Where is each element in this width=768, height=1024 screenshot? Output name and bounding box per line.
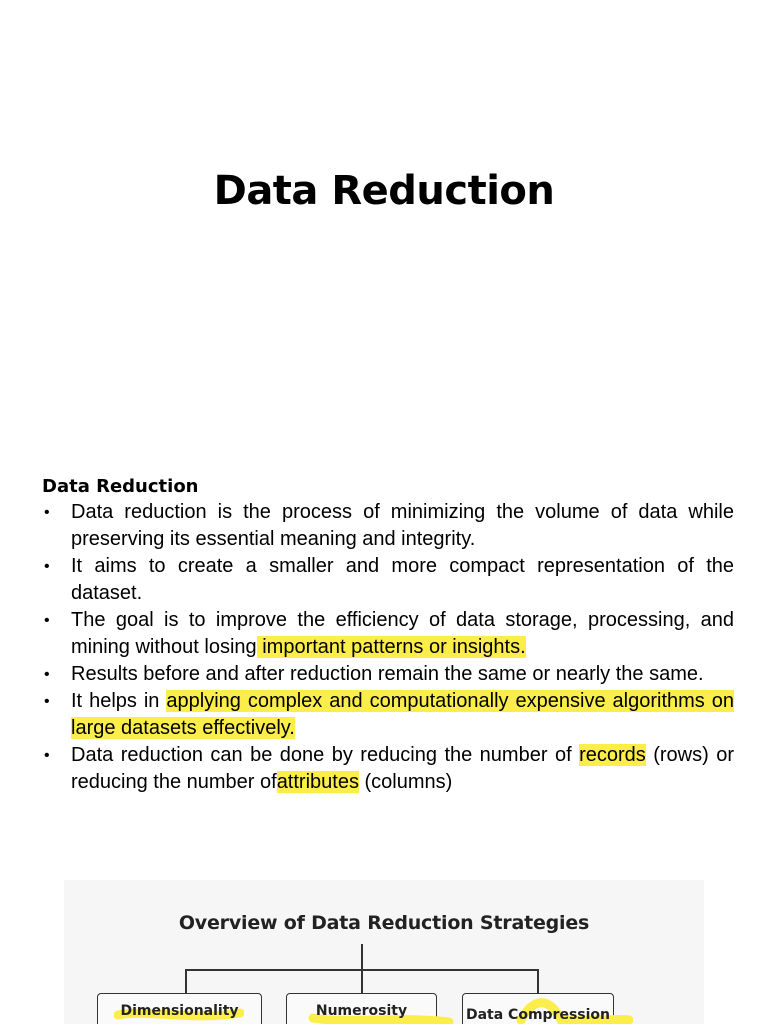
connector-right [537,969,539,993]
bullet-text: Results before and after reduction remain the same or nearly the same. [71,663,704,685]
bullet-list [42,499,734,796]
section-heading: Data Reduction [42,476,199,497]
highlighted-text: applying complex and computationally expensive algorithms on large datasets effectively. [71,690,734,739]
strategy-label: Numerosity [315,1003,408,1019]
connector-middle [361,969,363,993]
bullet-text: The goal is to improve the efficiency of data storage, processing, and mining without losing [71,609,734,658]
bullet-dot-icon: • [44,504,50,521]
bullet-dot-icon: • [44,558,50,575]
strategy-box-data-compression [462,993,614,1024]
bullet-item [42,499,734,553]
connector-vertical-main [361,944,363,969]
bullet-text: It aims to create a smaller and more compact representation of the dataset. [71,555,734,604]
bullet-item [42,742,734,796]
bullet-dot-icon: • [44,747,50,764]
bullet-dot-icon: • [44,612,50,629]
strategy-label: Dimensionality [120,1003,239,1019]
highlighted-text: attributes [276,771,359,793]
bullet-text: (rows) or reducing the number of [71,744,734,793]
strategies-diagram [64,880,704,1024]
bullet-text: It helps in [71,690,167,712]
bullet-item [42,553,734,607]
bullet-item [42,607,734,661]
bullet-item [42,661,734,688]
connector-left [185,969,187,993]
slide-title: Data Reduction [213,168,555,214]
diagram-title: Overview of Data Reduction Strategies [178,912,590,934]
bullet-dot-icon: • [44,693,50,710]
strategy-label: Data Compression [465,1007,611,1023]
strategy-box-numerosity [286,993,437,1024]
bullet-text: (columns) [358,771,453,793]
bullet-text: Data reduction can be done by reducing the number of [71,744,580,766]
bullet-item [42,688,734,742]
highlighted-text: important patterns or insights. [256,636,526,658]
strategy-box-dimensionality [97,993,262,1024]
highlighted-text: records [579,744,646,766]
bullet-text: Data reduction is the process of minimizing the volume of data while preserving its essential meaning and integrity. [71,501,734,550]
bullet-dot-icon: • [44,666,50,683]
